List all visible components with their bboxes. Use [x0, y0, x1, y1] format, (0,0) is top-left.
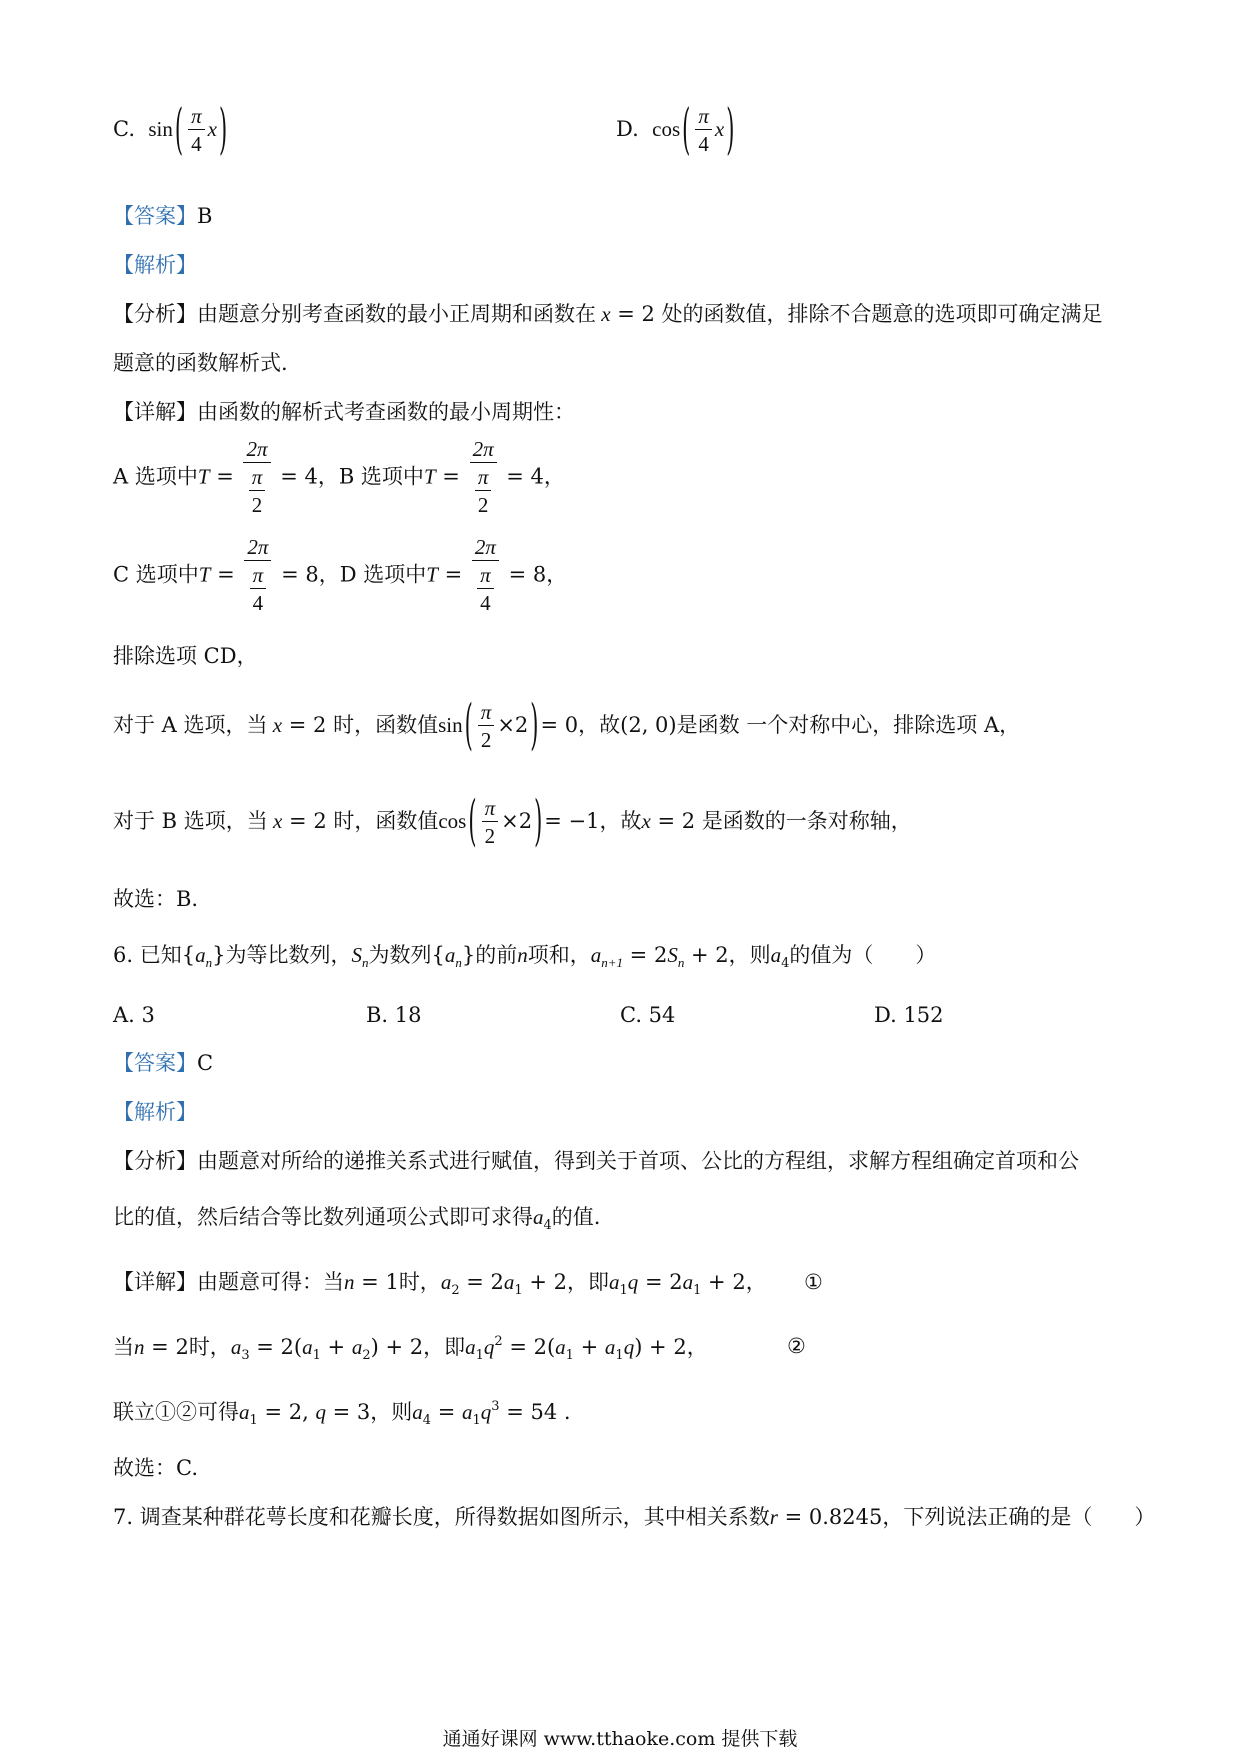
check-option-a: 对于 A 选项，当 x = 2 时，函数值sin( $\frac{\pi}{2}$ ×2)= 0，故(2, 0)是函数 一个对称中心，排除选项 A， — [113, 693, 1021, 757]
q5-choose: 故选：B. — [113, 887, 199, 911]
option-c: C. sin( $\frac{\pi}{4}$ x) — [113, 97, 228, 161]
q5-fenxi-line2: 题意的函数解析式. — [113, 351, 288, 375]
option-d: D. cos( $\frac{\pi}{4}$ x) — [616, 97, 735, 161]
q7-stem: 7. 调查某种群花萼长度和花瓣长度，所得数据如图所示，其中相关系数r = 0.8245，下列说法正确的是（ ） — [113, 1505, 1156, 1529]
q6-option-d: D. 152 — [874, 1003, 944, 1027]
exclude-cd: 排除选项 CD， — [113, 644, 258, 668]
q5-fenxi-line1: 【分析】由题意分别考查函数的最小正周期和函数在 x = 2 处的函数值，排除不合题意的选项即可确定满足 — [113, 302, 1103, 326]
q6-answer: 【答案】C — [113, 1051, 214, 1075]
q6-detail-line1: 【详解】由题意可得：当n = 1时，$a_2 = 2a_1 + 2$，即$a_1q = 2a_1 + 2$， — [113, 1270, 767, 1298]
q6-fenxi-line2: 比的值，然后结合等比数列通项公式即可求得$a_4$的值. — [113, 1205, 601, 1233]
q5-answer: 【答案】B — [113, 204, 213, 228]
q6-choose: 故选：C. — [113, 1456, 198, 1480]
check-option-b: 对于 B 选项，当 x = 2 时，函数值cos( $\frac{\pi}{2}$ ×2)= −1，故x = 2 是函数的一条对称轴， — [113, 789, 912, 853]
q6-stem: 6. 已知$\{a_n\}$为等比数列，$S_n$为数列$\{a_n\}$的前n项和，$a_{n+1} = 2S_n + 2$，则$a_4$的值为（ ） — [113, 943, 937, 971]
q6-option-b: B. 18 — [366, 1003, 422, 1027]
equation-mark-2: ② — [787, 1334, 806, 1358]
period-line-ab: A 选项中T = $\frac{2\pi}{\frac{\pi}{2}}$ = 4，B 选项中T = $\frac{2\pi}{\frac{\pi}{2}}$ = 4， — [113, 437, 565, 518]
q6-analysis-tag: 【解析】 — [113, 1100, 197, 1124]
q5-detail: 【详解】由函数的解析式考查函数的最小周期性： — [113, 400, 575, 424]
equation-mark-1: ① — [804, 1270, 823, 1294]
q6-fenxi-line1: 【分析】由题意对所给的递推关系式进行赋值，得到关于首项、公比的方程组，求解方程组确定首项和公 — [113, 1149, 1079, 1173]
page-footer: 通通好课网 www.tthaoke.com 提供下载 — [442, 1728, 798, 1750]
q6-option-a: A. 3 — [113, 1003, 155, 1027]
period-line-cd: C 选项中T = $\frac{2\pi}{\frac{\pi}{4}}$ = 8，D 选项中T = $\frac{2\pi}{\frac{\pi}{4}}$ = 8， — [113, 535, 568, 616]
q5-analysis-tag: 【解析】 — [113, 253, 197, 277]
q6-option-c: C. 54 — [620, 1003, 676, 1027]
q6-detail-line2: 当n = 2时，$a_3 = 2(a_1 + a_2) + 2$，即$a_1q^2 = 2(a_1 + a_1q) + 2$， — [113, 1334, 708, 1363]
q6-solve: 联立①②可得$a_1 = 2$, q = 3，则$a_4 = a_1q^3 = 54$ . — [113, 1399, 571, 1428]
